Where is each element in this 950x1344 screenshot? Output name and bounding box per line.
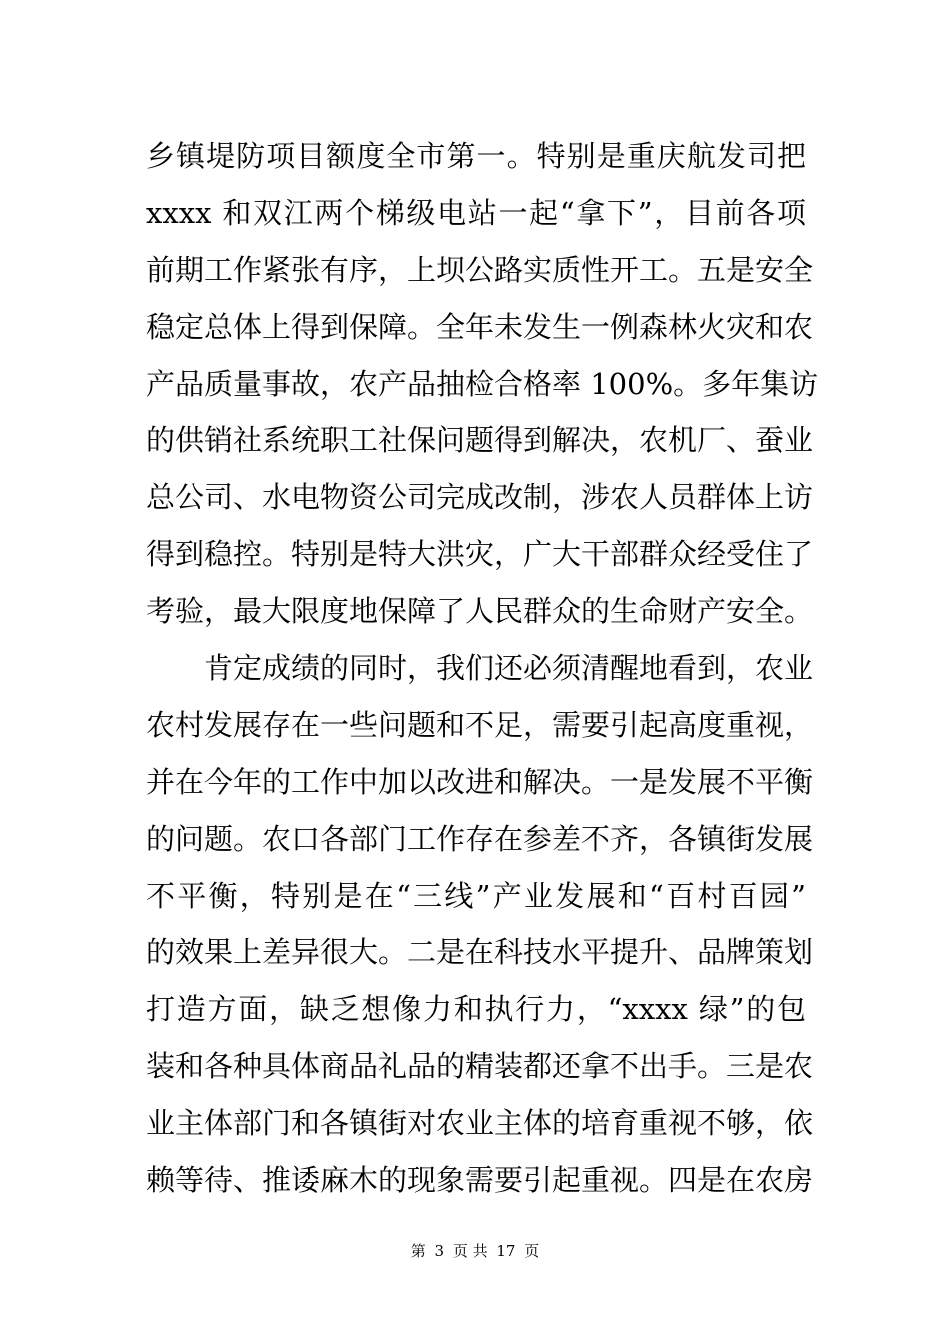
text-line: 赖等待、推诿麻木的现象需要引起重视。四是在农房	[146, 1163, 814, 1198]
text-line: xxxx 和双江两个梯级电站一起“拿下”，目前各项	[146, 195, 806, 230]
body-text	[146, 128, 819, 1209]
text-line: 得到稳控。特别是特大洪灾，广大干部群众经受住了	[146, 537, 814, 572]
total-pages-number: 17	[496, 1242, 516, 1260]
text-line: 并在今年的工作中加以改进和解决。一是发展不平衡	[146, 764, 814, 799]
text-line: 农村发展存在一些问题和不足，需要引起高度重视，	[146, 707, 814, 742]
text-line: 稳定总体上得到保障。全年未发生一例森林火灾和农	[146, 309, 814, 344]
footer-mid: 页 共	[452, 1242, 488, 1260]
text-line: 肯定成绩的同时，我们还必须清醒地看到，农业	[204, 651, 814, 686]
text-line: 不平衡，特别是在“三线”产业发展和“百村百园”	[146, 878, 806, 913]
text-line: 装和各种具体商品礼品的精装都还拿不出手。三是农	[146, 1049, 814, 1084]
text-line: 的供销社系统职工社保问题得到解决，农机厂、蚕业	[146, 423, 814, 458]
text-line: 打造方面，缺乏想像力和执行力，“xxxx 绿”的包	[146, 992, 806, 1027]
text-line: 乡镇堤防项目额度全市第一。特别是重庆航发司把	[146, 139, 806, 173]
current-page-number: 3	[434, 1242, 445, 1260]
text-line: 的效果上差异很大。二是在科技水平提升、品牌策划	[146, 935, 814, 970]
text-line: 产品质量事故，农产品抽检合格率 100%。多年集访	[146, 366, 819, 401]
text-line: 的问题。农口各部门工作存在参差不齐，各镇街发展	[146, 821, 814, 856]
text-line: 前期工作紧张有序，上坝公路实质性开工。五是安全	[146, 252, 814, 287]
footer-suffix: 页	[524, 1242, 540, 1260]
footer-prefix: 第	[410, 1242, 426, 1260]
text-line: 业主体部门和各镇街对农业主体的培育重视不够，依	[146, 1106, 814, 1141]
text-line: 总公司、水电物资公司完成改制，涉农人员群体上访	[146, 480, 814, 515]
text-line: 考验，最大限度地保障了人民群众的生命财产安全。	[146, 594, 814, 629]
page-footer	[0, 1241, 950, 1261]
